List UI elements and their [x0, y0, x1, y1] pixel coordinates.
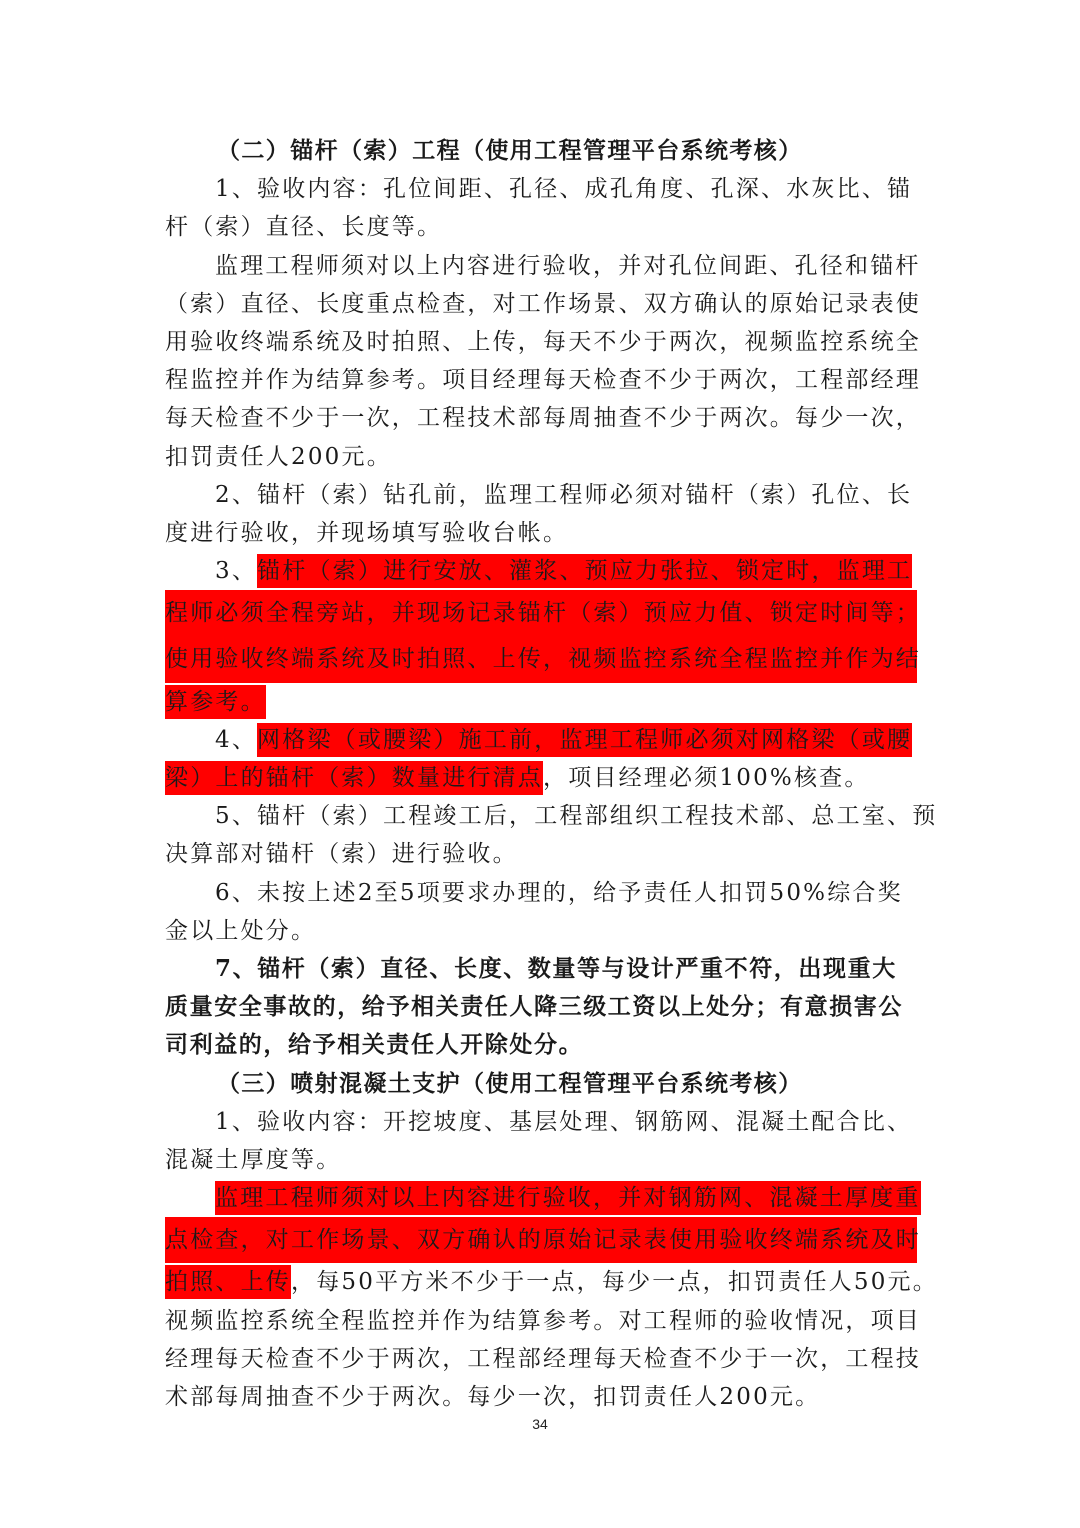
s2-para-line4: 程监控并作为结算参考。项目经理每天检查不少于两次，工程部经理: [165, 367, 921, 394]
plain-text: ，每50平方米不少于一点，每少一点，扣罚责任人50元。: [291, 1269, 938, 1296]
s2-para-line3: 用验收终端系统及时拍照、上传，每天不少于两次，视频监控系统全: [165, 328, 921, 355]
highlighted-text: 监理工程师须对以上内容进行验收，并对钢筋网、混凝土厚度重: [215, 1181, 921, 1215]
s2-item7-line3: 司利益的，给予相关责任人开除处分。: [165, 1031, 584, 1059]
s3-item1-line2: 混凝土厚度等。: [165, 1146, 342, 1173]
s2-item3-line4: [165, 683, 917, 721]
s2-item1-line2: 杆（索）直径、长度等。: [165, 214, 443, 241]
s2-para-line6: 扣罚责任人200元。: [165, 443, 392, 470]
document-page: [165, 132, 938, 1416]
s2-item7-line1: 7、锚杆（索）直径、长度、数量等与设计严重不符，出现重大: [215, 954, 897, 982]
s2-item6-line2: 金以上处分。: [165, 917, 317, 944]
s2-item6-line1: 6、未按上述2至5项要求办理的，给予责任人扣罚50%综合奖: [215, 879, 903, 906]
s3-para-line4: 视频监控系统全程监控并作为结算参考。对工程师的验收情况，项目: [165, 1307, 921, 1334]
s2-item4-line1: [165, 721, 917, 759]
s3-para-line6: 术部每周抽查不少于两次。每少一次，扣罚责任人200元。: [165, 1384, 821, 1410]
s2-item5-line2: 决算部对锚杆（索）进行验收。: [165, 841, 518, 868]
highlighted-text: 算参考。: [165, 685, 266, 719]
plain-text: ，项目经理必须100%核查。: [543, 765, 870, 791]
highlighted-text: 锚杆（索）进行安放、灌浆、预应力张拉、锁定时，监理工: [257, 554, 912, 588]
s2-item3-line2-highlighted: 程师必须全程旁站，并现场记录锚杆（索）预应力值、锁定时间等；: [165, 590, 917, 636]
s2-item4-line2: [165, 759, 917, 797]
s2-item4-number: 4、: [215, 726, 258, 753]
s2-para-line2: （索）直径、长度重点检查，对工作场景、双方确认的原始记录表使: [165, 290, 921, 317]
s2-item5-line1: 5、锚杆（索）工程竣工后，工程部组织工程技术部、总工室、预: [215, 803, 938, 830]
highlighted-text: 梁）上的锚杆（索）数量进行清点: [165, 761, 543, 795]
s3-para-line3: [165, 1263, 938, 1301]
s2-item3-number: 3、: [215, 558, 258, 585]
s2-item1-line1: 1、验收内容：孔位间距、孔径、成孔角度、孔深、水灰比、锚: [215, 176, 913, 203]
s2-para-line1: 监理工程师须对以上内容进行验收，并对孔位间距、孔径和锚杆: [215, 252, 921, 279]
s2-item3-line1: [165, 552, 917, 590]
page-number: 34: [532, 1416, 548, 1432]
s3-item1-line1: 1、验收内容：开挖坡度、基层处理、钢筋网、混凝土配合比、: [215, 1108, 913, 1135]
s2-para-line5: 每天检查不少于一次，工程技术部每周抽查不少于两次。每少一次，: [165, 405, 921, 432]
s2-item2-line2: 度进行验收，并现场填写验收台帐。: [165, 519, 569, 546]
s2-item3-line3-highlighted: 使用验收终端系统及时拍照、上传，视频监控系统全程监控并作为结: [165, 636, 917, 682]
s3-para-line1: [165, 1179, 921, 1217]
highlighted-text: 拍照、上传: [165, 1265, 291, 1299]
s2-item2-line1: 2、锚杆（索）钻孔前，监理工程师必须对锚杆（索）孔位、长: [215, 481, 913, 508]
s3-para-line5: 经理每天检查不少于两次，工程部经理每天检查不少于一次，工程技: [165, 1345, 921, 1372]
s2-item7-line2: 质量安全事故的，给予相关责任人降三级工资以上处分；有意损害公: [165, 993, 903, 1021]
s3-para-line2-highlighted: 点检查，对工作场景、双方确认的原始记录表使用验收终端系统及时: [165, 1217, 917, 1263]
highlighted-text: 网格梁（或腰梁）施工前，监理工程师必须对网格梁（或腰: [257, 723, 912, 757]
section-2-title: （二）锚杆（索）工程（使用工程管理平台系统考核）: [217, 137, 803, 164]
section-3-title: （三）喷射混凝土支护（使用工程管理平台系统考核）: [217, 1069, 803, 1097]
